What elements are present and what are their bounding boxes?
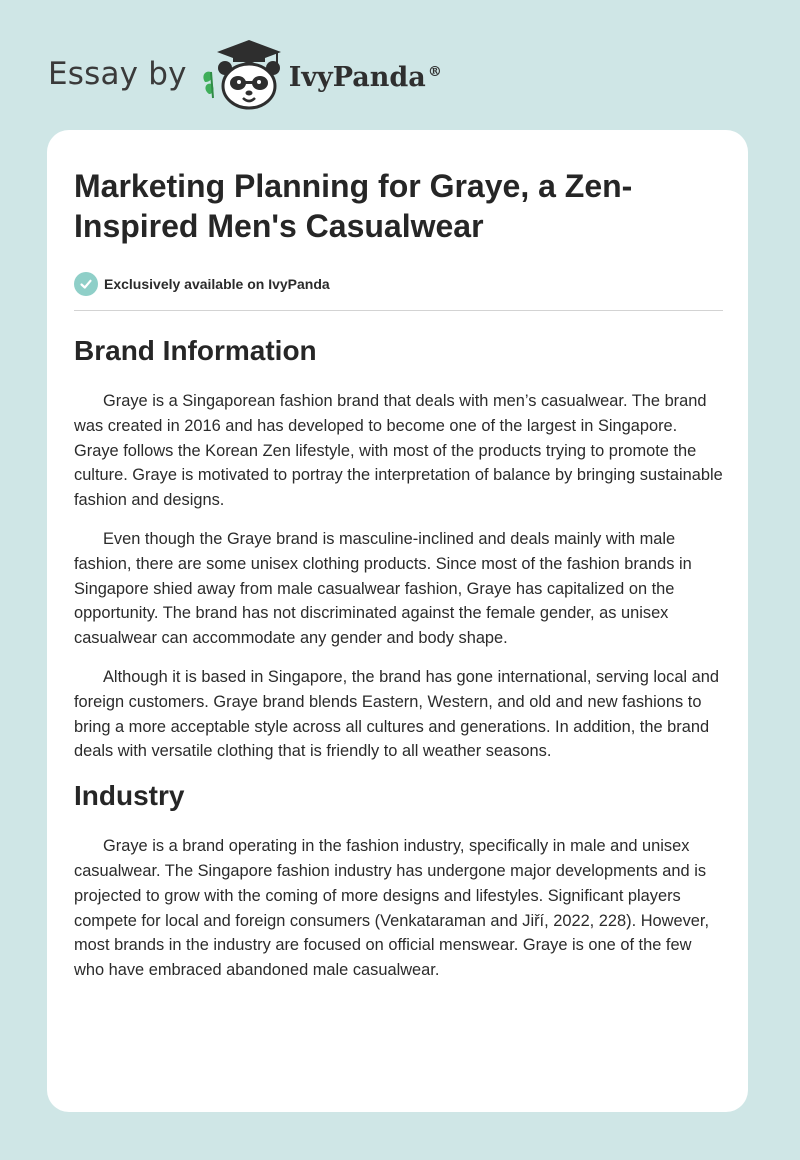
essay-title: Marketing Planning for Graye, a Zen-Inspired Men's Casualwear bbox=[74, 168, 633, 244]
registered-mark: ® bbox=[427, 63, 442, 80]
section-heading-brand-information: Brand Information bbox=[74, 335, 317, 366]
check-circle-icon bbox=[74, 272, 98, 296]
exclusive-badge bbox=[74, 270, 723, 298]
brand-name-text: IvyPanda bbox=[288, 61, 426, 93]
brand-name[interactable] bbox=[289, 62, 442, 93]
essay-by-label: Essay by bbox=[48, 56, 187, 92]
paragraph: Even though the Graye brand is masculine-inclined and deals mainly with male fashion, there are some unisex clothing products. Since most of the fashion brands in Singapore shied away from male casualwear fashion, Graye has capitalized on the opportunity. The brand has not discriminated against the female gender, as unisex casualwear can accommodate any gender and body shape. bbox=[74, 529, 692, 648]
essay-card bbox=[47, 130, 748, 1112]
paragraph: Graye is a brand operating in the fashion industry, specifically in male and unisex casualwear. The Singapore fashion industry has undergone major developments and is projected to grow with the coming of more designs and lifestyles. Significant players compete for local and foreign consumers (Venkataraman and Jiří, 2022, 228). However, most brands in the industry are focused on official menswear. Graye is one of the few who have embraced abandoned male casualwear. bbox=[74, 837, 710, 980]
site-header bbox=[48, 34, 442, 114]
paragraph: Although it is based in Singapore, the brand has gone international, serving local and foreign customers. Graye brand blends Eastern, Western, and old and new fashions to bring a more acceptable style across all cultures and generations. In addition, the brand deals with versatile clothing that is friendly to all weather seasons. bbox=[74, 667, 719, 761]
section-heading-industry: Industry bbox=[74, 780, 185, 812]
exclusive-badge-label: Exclusively available on IvyPanda bbox=[104, 276, 330, 292]
paragraph: Graye is a Singaporean fashion brand that deals with men’s casualwear. The brand was created in 2016 and has developed to become one of the largest in Singapore. Graye follows the Korean Zen lifestyle, with most of the products trying to promote the culture. Graye is motivated to portray the interpretation of balance by bringing sustainable fashion and designs. bbox=[74, 392, 723, 510]
title-divider bbox=[74, 310, 723, 311]
essay-content bbox=[74, 166, 723, 983]
panda-graduate-icon bbox=[199, 36, 291, 112]
checkmark-icon bbox=[79, 277, 93, 291]
